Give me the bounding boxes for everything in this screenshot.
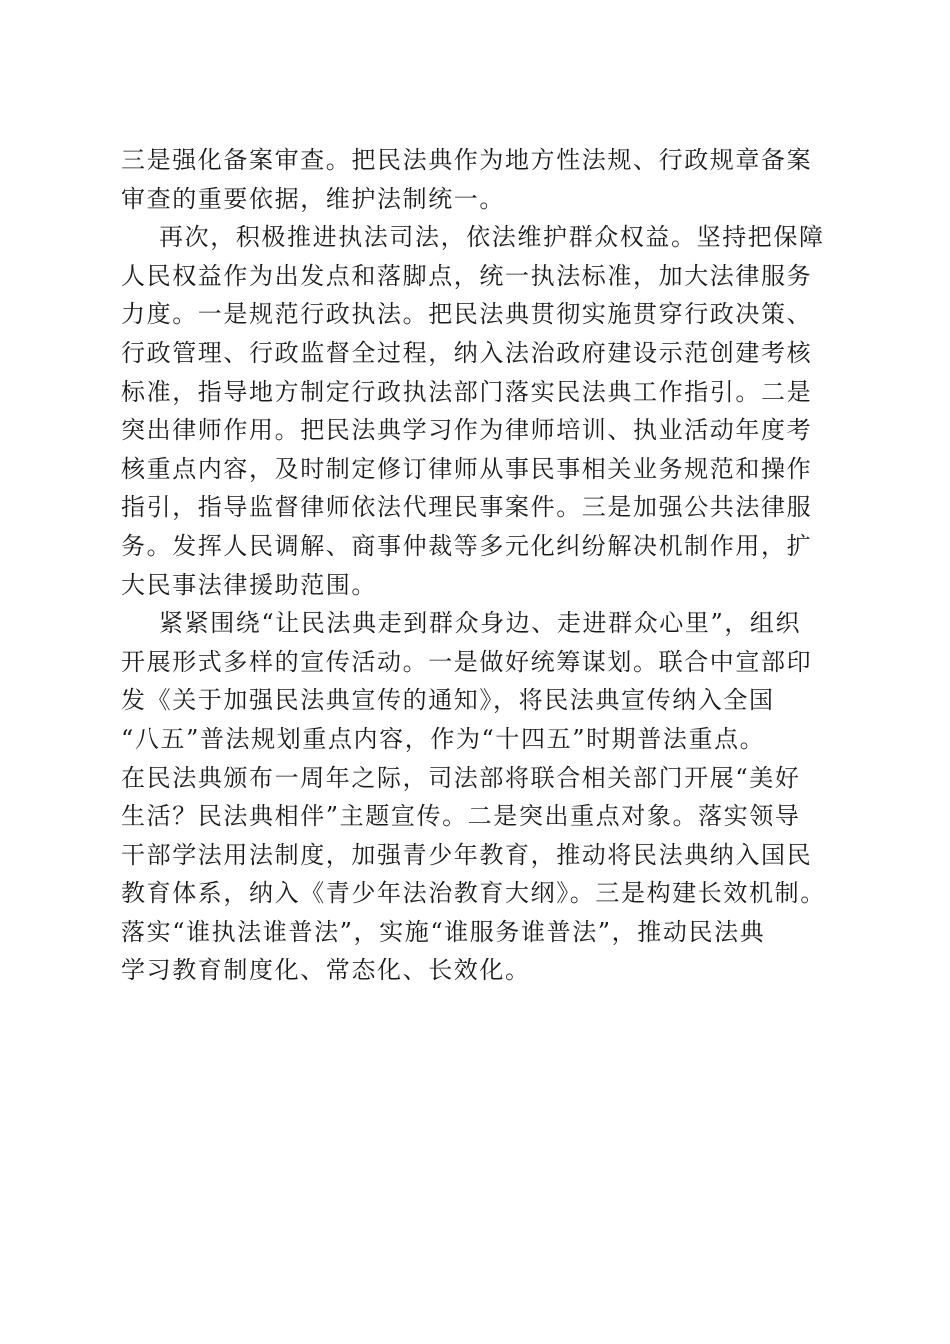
text-line: 人民权益作为出发点和落脚点，统一执法标准，加大法律服务 bbox=[121, 261, 813, 290]
text-line: 生活？民法典相伴”主题宣传。二是突出重点对象。落实领导 bbox=[121, 802, 801, 831]
text-line: 发《关于加强民法典宣传的通知》，将民法典宣传纳入全国 bbox=[121, 686, 775, 715]
text-line: 突出律师作用。把民法典学习作为律师培训、执业活动年度考 bbox=[121, 416, 813, 445]
text-line: 教育体系，纳入《青少年法治教育大纲》。三是构建长效机制。 bbox=[121, 879, 826, 908]
text-line: 核重点内容，及时制定修订律师从事民事相关业务规范和操作 bbox=[121, 454, 813, 483]
text-line: 标准，指导地方制定行政执法部门落实民法典工作指引。二是 bbox=[121, 377, 813, 406]
text-line: 学习教育制度化、常态化、长效化。 bbox=[121, 956, 531, 985]
paragraph-start-line: 紧紧围绕“让民法典走到群众身边、走进群众心里”，组织 bbox=[159, 609, 802, 638]
text-line: 审查的重要依据，维护法制统一。 bbox=[121, 184, 505, 213]
text-line: 指引，指导监督律师依法代理民事案件。三是加强公共法律服 bbox=[121, 493, 813, 522]
text-line: 在民法典颁布一周年之际，司法部将联合相关部门开展“美好 bbox=[121, 763, 801, 792]
body-text bbox=[121, 141, 833, 990]
text-line: “八五”普法规划重点内容，作为“十四五”时期普法重点。 bbox=[121, 724, 766, 753]
text-line: 干部学法用法制度，加强青少年教育，推动将民法典纳入国民 bbox=[121, 840, 813, 869]
text-line: 开展形式多样的宣传活动。一是做好统筹谋划。联合中宣部印 bbox=[121, 647, 813, 676]
text-line: 力度。一是规范行政执法。把民法典贯彻实施贯穿行政决策、 bbox=[121, 300, 813, 329]
paragraph-start-line: 再次，积极推进执法司法，依法维护群众权益。坚持把保障 bbox=[159, 223, 825, 252]
text-line: 三是强化备案审查。把民法典作为地方性法规、行政规章备案 bbox=[121, 146, 813, 174]
text-line: 务。发挥人民调解、商事仲裁等多元化纠纷解决机制作用，扩 bbox=[121, 531, 813, 560]
text-line: 行政管理、行政监督全过程，纳入法治政府建设示范创建考核 bbox=[121, 338, 813, 367]
text-line: 落实“谁执法谁普法”，实施“谁服务谁普法”，推动民法典 bbox=[121, 917, 766, 946]
text-line: 大民事法律援助范围。 bbox=[121, 570, 377, 599]
